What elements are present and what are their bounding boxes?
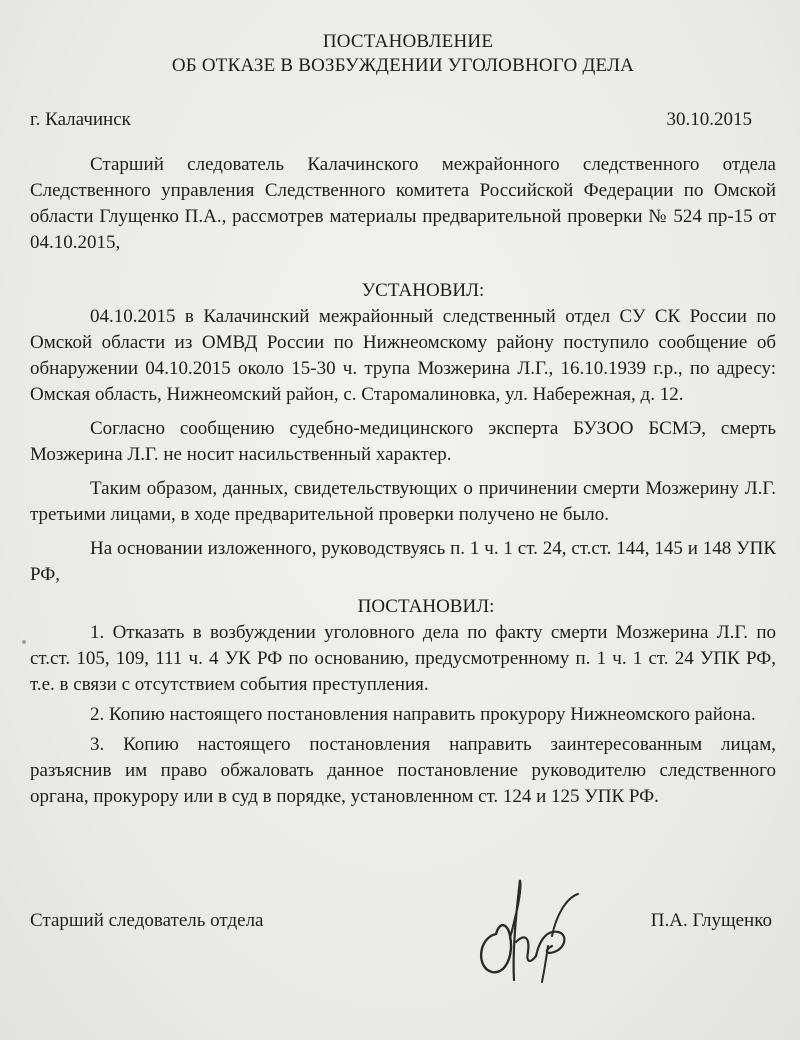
title-line-1: ПОСТАНОВЛЕНИЕ (322, 31, 494, 52)
established-paragraph: 04.10.2015 в Калачинский межрайонный следственный отдел СУ СК России по Омской области из ОМВД России по Нижнеомскому району поступило сообщение об обнаружении 04.10.2015 около 15-30 ч. трупа Мозжерина Л.Г., 16.10.1939 г.р., по адресу: Омская область, Нижнеомский район, с. Старомалиновка, ул. Набережная, д. 12. (30, 306, 776, 405)
signer-position: Старший следователь отдела (30, 910, 264, 931)
established-heading: УСТАНОВИЛ: (361, 280, 485, 301)
established-paragraph: Согласно сообщению судебно-медицинского эксперта БУЗОО БСМЭ, смерть Мозжерина Л.Г. не носит насильственный характер. (30, 418, 776, 465)
decreed-item: 3. Копию настоящего постановления направить заинтересованным лицам, разъяснив им право обжаловать данное постановление руководителю следственного органа, прокурору или в суд в порядке, установленном ст. 124 и 125 УПК РФ. (30, 734, 776, 807)
document-title (30, 30, 776, 78)
place: г. Калачинск (30, 109, 131, 130)
title-line-2: ОБ ОТКАЗЕ В ВОЗБУЖДЕНИИ УГОЛОВНОГО ДЕЛА (171, 55, 635, 76)
decreed-heading: ПОСТАНОВИЛ: (357, 596, 495, 617)
intro-paragraph: Старший следователь Калачинского межрайонного следственного отдела Следственного управления Следственного комитета Российской Федерации по Омской области Глущенко П.А., рассмотрев материалы предварительной проверки № 524 пр-15 от 04.10.2015, (30, 154, 776, 253)
established-paragraph: На основании изложенного, руководствуясь п. 1 ч. 1 ст. 24, ст.ст. 144, 145 и 148 УПК РФ, (30, 538, 776, 585)
decreed-item: 2. Копию настоящего постановления направить прокурору Нижнеомского района. (90, 704, 756, 725)
date: 30.10.2015 (666, 109, 752, 130)
signer-name: П.А. Глущенко (650, 910, 772, 931)
place-date-row (30, 109, 776, 131)
signature-row (30, 910, 776, 932)
established-paragraph: Таким образом, данных, свидетельствующих о причинении смерти Мозжерину Л.Г. третьими лицами, в ходе предварительной проверки получено не было. (30, 478, 776, 525)
decreed-item: 1. Отказать в возбуждении уголовного дела по факту смерти Мозжерина Л.Г. по ст.ст. 105, 109, 111 ч. 4 УК РФ по основанию, предусмотренному п. 1 ч. 1 ст. 24 УПК РФ, т.е. в связи с отсутствием события преступления. (30, 622, 776, 695)
scan-speck (22, 640, 26, 644)
